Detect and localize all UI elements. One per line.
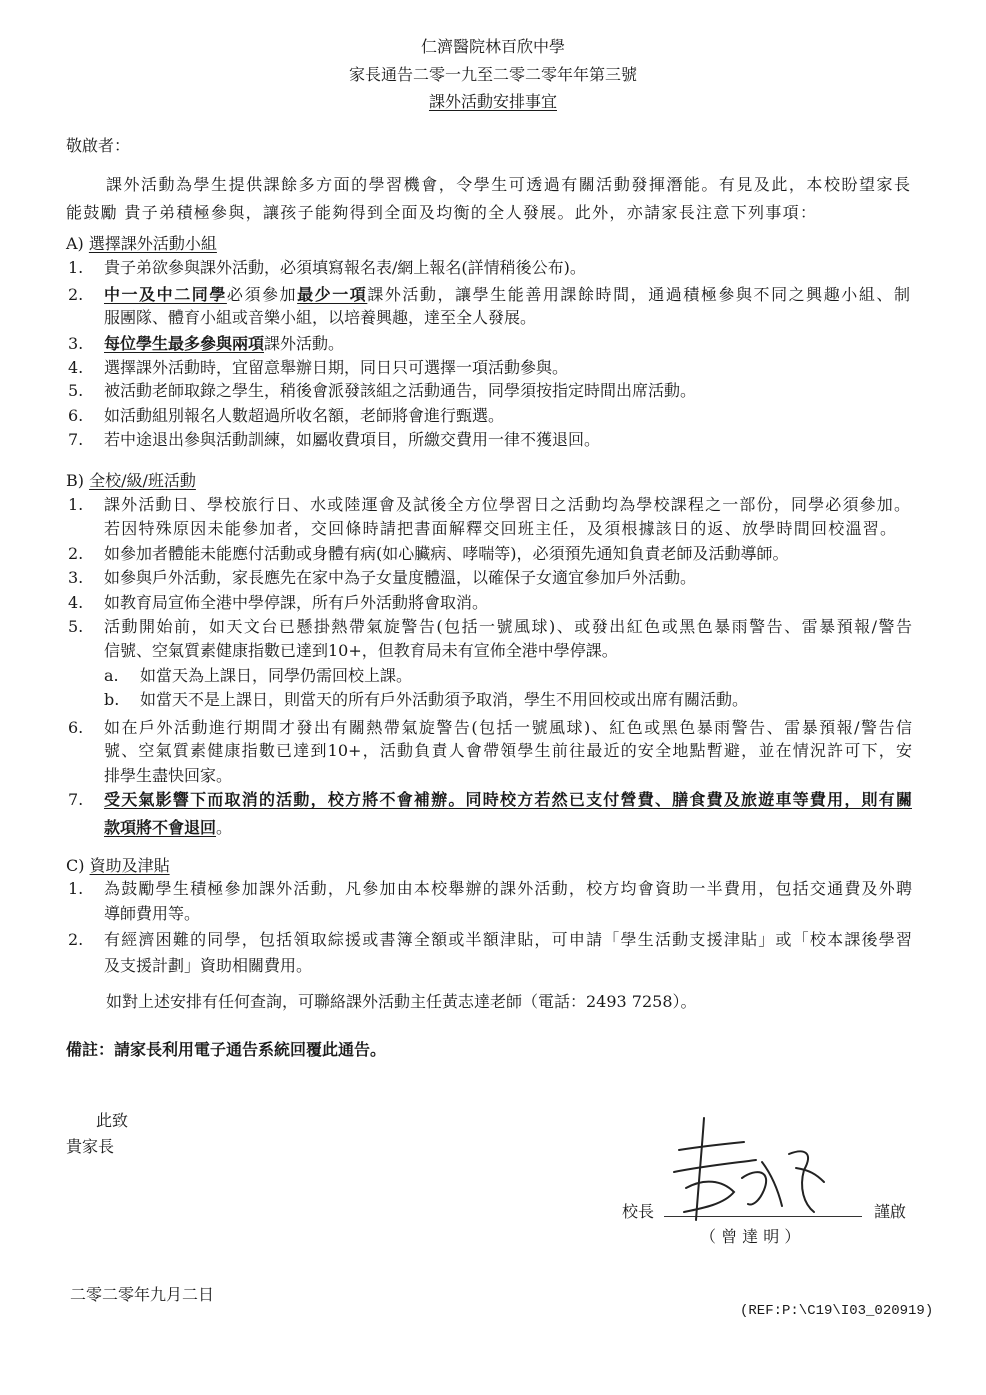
item-number: 7. — [68, 790, 84, 809]
list-item: 選擇課外活動時，宜留意舉辦日期，同日只可選擇一項活動參與。 — [104, 358, 569, 377]
item-number: 5. — [68, 381, 84, 400]
list-item-continued: 號、空氣質素健康指數已達到10+，活動負責人會帶領學生前往最近的安全地點暫避，並在情況許可下，安 — [104, 741, 912, 760]
item-number: 1. — [68, 879, 84, 898]
sub-item: 如當天為上課日，同學仍需回校上課。 — [140, 666, 413, 685]
list-item-continued: 及支援計劃」資助相關費用。 — [104, 956, 313, 975]
item-number: 2. — [68, 544, 84, 563]
emphasis: 最少一項 — [297, 285, 368, 304]
item-number: 2. — [68, 285, 84, 304]
section-title: 全校/級/班活動 — [89, 471, 196, 490]
sub-item: 如當天不是上課日，則當天的所有戶外活動須予取消，學生不用回校或出席有關活動。 — [140, 690, 749, 709]
item-number: 7. — [68, 430, 84, 449]
list-item: 貴子弟欲參與課外活動，必須填寫報名表/網上報名(詳情稍後公布)。 — [104, 258, 586, 277]
list-item: 課外活動日、學校旅行日、水或陸運會及試後全方位學習日之活動均為學校課程之一部份，同學必須參加。 — [104, 495, 910, 514]
respectfully: 謹啟 — [874, 1202, 907, 1221]
principal-label: 校長 — [622, 1202, 655, 1221]
text: 必須參加 — [226, 285, 298, 304]
item-number: 4. — [68, 358, 84, 377]
list-item — [104, 334, 344, 354]
contact-info: 如對上述安排有任何查詢，可聯絡課外活動主任黃志達老師（電話：2493 7258）。 — [106, 992, 697, 1011]
text: 課外活動，讓學生能善用課餘時間，通過積極參與不同之興趣小組、制 — [367, 285, 910, 304]
section-label: C) — [66, 856, 85, 875]
section-title: 資助及津貼 — [89, 856, 170, 875]
list-item: 如參加者體能未能應付活動或身體有病(如心臟病、哮喘等)，必須預先通知負責老師及活動導師。 — [104, 544, 789, 563]
emphasis: 每位學生最多參與兩項 — [104, 334, 265, 353]
list-item: 有經濟困難的同學，包括領取綜援或書簿全額或半額津貼，可申請「學生活動支援津貼」或「校本課後學習 — [104, 930, 912, 949]
text: 課外活動。 — [264, 334, 345, 353]
recipient: 貴家長 — [66, 1137, 115, 1156]
item-number: 1. — [68, 258, 84, 277]
notice-number: 家長通告二零一九至二零二零年年第三號 — [348, 65, 637, 84]
salutation: 敬啟者： — [66, 136, 131, 155]
list-item: 如在戶外活動進行期間才發出有關熱帶氣旋警告(包括一號風球)、紅色或黑色暴雨警告、雷暴預報/警告信 — [104, 718, 912, 737]
closing-ci-zhi: 此致 — [96, 1111, 129, 1130]
section-title: 選擇課外活動小組 — [88, 234, 217, 253]
notice-subject: 課外活動安排事宜 — [428, 92, 557, 111]
section-label: B) — [66, 471, 84, 490]
section-a-heading — [66, 234, 217, 254]
emphasis: 款項將不會退回 — [104, 818, 217, 837]
notice-date: 二零二零年九月二日 — [70, 1285, 215, 1304]
text: 。 — [216, 818, 233, 837]
section-c-heading — [66, 856, 170, 876]
list-item-continued: 排學生盡快回家。 — [104, 766, 233, 785]
list-item-continued — [104, 818, 232, 838]
principal-name: （ 曾 達 明 ） — [700, 1227, 801, 1246]
list-item-continued: 導師費用等。 — [104, 904, 201, 923]
list-item-continued: 服團隊、體育小組或音樂小組，以培養興趣，達至全人發展。 — [104, 308, 537, 327]
sub-item-number: b. — [104, 690, 120, 709]
section-b-heading — [66, 471, 196, 491]
intro-line-1: 課外活動為學生提供課餘多方面的學習機會，令學生可透過有關活動發揮潛能。有見及此，本校盼望家長 — [106, 175, 910, 194]
list-item: 如活動組別報名人數超過所收名額，老師將會進行甄選。 — [104, 406, 505, 425]
list-item: 為鼓勵學生積極參加課外活動，凡參加由本校舉辦的課外活動，校方均會資助一半費用，包括交通費及外聘 — [104, 879, 912, 898]
list-item: 受天氣影響下而取消的活動，校方將不會補辦。同時校方若然已支付營費、膳食費及旅遊車等費用，則有關 — [104, 790, 912, 809]
item-number: 6. — [68, 718, 84, 737]
list-item — [104, 285, 910, 305]
remark: 備註：請家長利用電子通告系統回覆此通告。 — [66, 1040, 387, 1059]
item-number: 3. — [68, 568, 84, 587]
emphasis: 中一及中二同學 — [104, 285, 227, 304]
school-name: 仁濟醫院林百欣中學 — [420, 37, 565, 56]
list-item: 若中途退出參與活動訓練，如屬收費項目，所繳交費用一律不獲退回。 — [104, 430, 601, 449]
item-number: 3. — [68, 334, 84, 353]
list-item: 被活動老師取錄之學生，稍後會派發該組之活動通告，同學須按指定時間出席活動。 — [104, 381, 697, 400]
list-item-continued: 若因特殊原因未能參加者，交回條時請把書面解釋交回班主任，及須根據該日的返、放學時間回校溫習。 — [104, 519, 896, 538]
intro-line-2: 能鼓勵 貴子弟積極參與，讓孩子能夠得到全面及均衡的全人發展。此外，亦請家長注意下列事項： — [66, 203, 816, 222]
item-number: 1. — [68, 495, 84, 514]
list-item: 如參與戶外活動，家長應先在家中為子女量度體溫，以確保子女適宜參加戶外活動。 — [104, 568, 697, 587]
item-number: 5. — [68, 617, 84, 636]
list-item: 活動開始前，如天文台已懸掛熱帶氣旋警告(包括一號風球)、或發出紅色或黑色暴雨警告、雷暴預報/警告 — [104, 617, 912, 636]
reference-code: (REF:P:\C19\I03_020919) — [740, 1303, 934, 1319]
notice-subject-wrap — [0, 92, 986, 112]
sub-item-number: a. — [104, 666, 119, 685]
item-number: 2. — [68, 930, 84, 949]
item-number: 6. — [68, 406, 84, 425]
list-item-continued: 信號、空氣質素健康指數已達到10+，但教育局未有宣佈全港中學停課。 — [104, 641, 618, 660]
item-number: 4. — [68, 593, 84, 612]
principal-signature — [664, 1108, 834, 1228]
list-item: 如教育局宣佈全港中學停課，所有戶外活動將會取消。 — [104, 593, 489, 612]
section-label: A) — [66, 234, 84, 253]
